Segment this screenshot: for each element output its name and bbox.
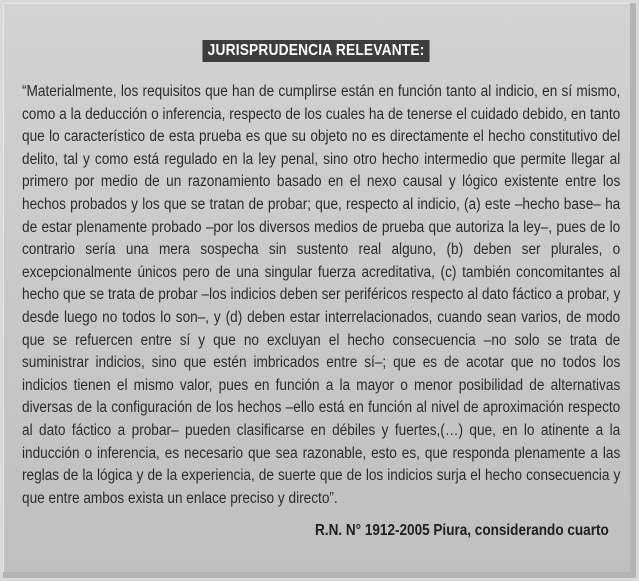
quote-text: “Materialmente, los requisitos que han de cumplirse están en función tanto al indicio, en sí mismo, como a la deducción o inferencia, respecto de los cuales ha de tenerse el cuidado debido, en tanto que lo característico de esta prueba es que su objeto no es directamente el hecho constitutivo del delito, tal y como está regulado en la ley penal, sino otro hecho intermedio que permite llegar al primero por medio de un razonamiento basado en el nexo causal y lógico existente entre los hechos probados y los que se tratan de probar; que, respecto al indicio, (a) este –hecho base– ha de estar plenamente probado –por los diversos medios de prueba que autoriza la ley–, pues de lo contrario sería una mera sospecha sin sustento real alguno, (b) deben ser plurales, o excepcionalmente únicos pero de una singular fuerza acreditativa, (c) también concomitantes al hecho que se trata de probar –los indicios deben ser periféricos respecto al dato fáctico a probar, y desde luego no todos lo son–, y (d) deben estar interrelacionados, cuando sean varios, de modo que se refuercen entre sí y que no excluyan el hecho consecuencia –no solo se trata de suministrar indicios, sino que estén imbricados entre sí–; que es de acotar que no todos los indicios tienen el mismo valor, pues en función a la mayor o menor posibilidad de alternativas diversas de la configuración de los hechos –ello está en función al nivel de aproximación respecto al dato fáctico a probar– pueden clasificarse en débiles y fuertes,(…) que, en lo atinente a la inducción o inferencia, es necesario que sea razonable, esto es, que responda plenamente a las reglas de la lógica y de la experiencia, de suerte que de los indicios surja el hecho consecuencia y que entre ambos exista un enlace preciso y directo”.: [22, 83, 621, 507]
section-heading: JURISPRUDENCIA RELEVANTE:: [203, 40, 430, 62]
heading-wrapper: [3, 40, 630, 62]
jurisprudence-box: [3, 3, 636, 578]
citation: R.N. N° 1912-2005 Piura, considerando cuarto: [315, 522, 609, 539]
